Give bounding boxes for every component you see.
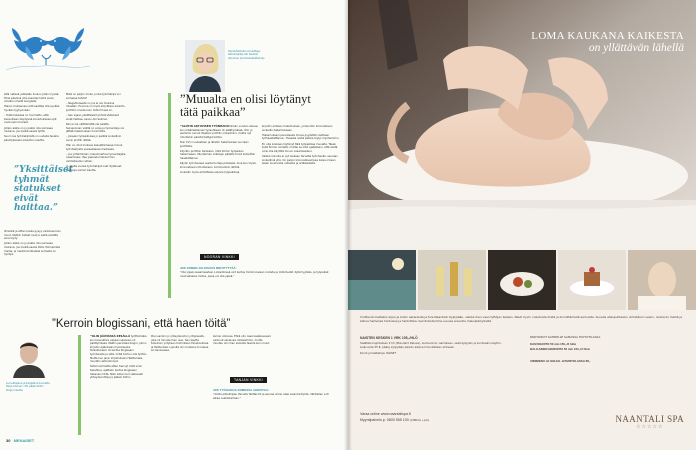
thumbnail-wellness: [628, 250, 696, 310]
paragraph: Hänen mukaansa netti saattaa olla syvälle hyvään tyytyvinään.: [4, 105, 60, 112]
paragraph: [180, 125, 260, 139]
offer-text: Sisältää majoituksen 2 hh (Standard Deluxe), kuohuviinin, aamiaisen, sekä kylpylän ja kuntosalin käytön. Lisävuode 55 €, pääsy kylpylään päivän aikana hinnoitellaan erikseen.: [360, 341, 502, 349]
thumbnail-dessert: [558, 250, 626, 310]
thumbnail-food: [488, 250, 556, 310]
paragraph-text: tämän vuoden alussa, kun määräaikainen työsuhteeni oli päättymässä. Olin jo aiemmin luonut itselleni profiilin LinkedIniin, mutta nyt rimoitukin päivitä tiettyjä kohtia.: [180, 125, 259, 139]
logo-text: NAANTALI SPA: [615, 414, 684, 424]
offer-row: BALILAINEN HIERONTA 50 min 164,-/2 hlöä: [530, 346, 590, 351]
article-headline: ”Kerroin blogissani, että haen töitä”: [52, 318, 231, 330]
paragraph: – Jos yrität tämän, haluat kertoa työnantajalle osaamisesi. Itse yleensä mieluummin valmistaudun siihen.: [66, 152, 126, 164]
paragraph: Kirjoitin profiiliin tarkkaan, mitä toimin työpaikan hakemiseen. Muutamien viikkojen päästä minut kutsuttiin haastatteluun.: [180, 149, 256, 160]
paragraph: Pian sainkin jo yhteydenoton yrityksestä, joka oli minulle ihan uusi. Sen kautta tutustuin yrityksen toimintaan Facebookissa ja Twitterissä. Lopulta olin mukana monessa eri kanavassa.: [151, 335, 209, 353]
contact-block: [360, 412, 530, 422]
tip-box: [213, 388, 331, 402]
phone-price: (1,59€/min + pvm): [409, 419, 430, 422]
photo-caption: Henkilöstöalan kouluttaja, tietokirjailija Aki Selman (Suomen työnhakuakatemia).: [228, 50, 266, 60]
tip-text: ”Ole ylpeä osaamisestasi. LinkedInissä voit kertoa mimmonaisen roolista ja mitä tiedät. Kyllä tyylikäs- ja työpaikat ovat sellaisia, tietoa, jossa voi olla ylpeä.”: [180, 271, 329, 278]
folio: [6, 438, 34, 443]
ad-title-line-2: on yllättävän lähellä: [588, 42, 684, 54]
paragraph: Peli ei ole välttämättä ole pelattu. Sukupolvien välillä on eroja ja työnantaja voi jättää hakemuksen huomiotta.: [66, 122, 125, 134]
ad-title: [484, 30, 684, 54]
paragraph: Jollain alalla on jo pakko olla somessa mukana, jos meillä saada töitä. Esimerkiksi media- ja markkinointialalla somesta on hyötyä.: [4, 242, 61, 257]
paragraph: Jo useita vuosia työnhakijat ovat löytäneet paikkoja somen kautta.: [66, 165, 122, 172]
paragraph: Suuri osa työntekijöistä on uudella tavalla päivityksissä LinkedInin kautta.: [4, 135, 59, 142]
offer-row: KASVOHOITO 50 min 150,-/2 hlöä: [530, 341, 576, 346]
story-column-3: [90, 335, 148, 381]
paragraph: että netissä ystävään kuuluu jotain hyvää. Tänä päivänä yhä useampi tutkii ensin omalla nimellä Googlella.: [4, 93, 60, 104]
article-column-2: [66, 93, 126, 174]
birds-illustration: [2, 20, 94, 92]
phone-number[interactable]: Myyntipalvelu p. 0600 555 100: [360, 418, 409, 422]
tip-box: [180, 266, 330, 280]
thumbnail-pool: [348, 250, 416, 310]
ad-title-line-1: LOMA KAUKANA KAIKESTA: [531, 30, 684, 42]
paragraph: Siitä huolimatta etten tiennyt mitä voisi tapahtua, ajattelin kertoa blogissani hakevani töitä. Näin siihen tuli valtavasti yhteydenottoja ja pääsin töihin.: [90, 365, 143, 380]
paragraph: Vaikka minulla ei nyt olekaan tarvetta työnhaulle, seuraan LinkedIniä yhä. On paljon kiinnostavampaa lukea omaan alaan kuuluvista uutisista ja artikkeleista.: [262, 154, 338, 166]
pull-quote: ”Yksittäiset tyhmät statukset eivät haittaa.”: [14, 165, 73, 213]
paragraph: [90, 335, 148, 364]
story-column-5: [213, 335, 273, 347]
paragraph: – Negatiivisesta on jos ei ole mukana missään. Huonoa on myös kirjoittaa LinkedIn-profiiliin muuta kuin mitä CV:ssä on.: [66, 101, 126, 112]
paragraph-text: työttömäksi, kun kaveriltani vapaan sijaisuus oli päättymässä. Päätin perustaa blogin, johon kirjoitin ajatuksiani työnhausta. Tarkoitukseni oli kertoa blogissani työnhausta ja siitä, miltä tuntuu olla työtön. Mutta kun jaoin kirjoituksiani Twitterissä, muutkin aktivoituivat.: [90, 335, 148, 364]
thumbnail-drinks: [418, 250, 486, 310]
paragraph: Tein CV:ni uudestaan ja lähetin hakemuksen suoraan profiilista.: [180, 140, 249, 148]
paragraph: Jollain alalla on jo pakko olla somessa mukana, jos meillä saada työtä.: [4, 126, 53, 134]
magazine-page-right-advertisement: [348, 0, 696, 450]
thumbnail-strip: [348, 250, 696, 310]
sales-phone: [360, 418, 530, 422]
tip-heading: JOS SOMEN JULKISUUS MIETITYTTÄÄ:: [180, 266, 237, 270]
headline-accent-bar: [168, 93, 171, 298]
paragraph: LinkedIn myös ehdottelee sopivia työpaikkoja.: [180, 170, 241, 174]
tip-heading: JOS TYÖHAKIJA SOMESSA AHDISTAA:: [213, 388, 270, 392]
paragraph: – Joissain työpaikoissa jo pelkkä LinkedInin avoin profiili riittää.: [66, 135, 122, 142]
paragraph: Mikä on paljon moka, jonka työnhakija voi somessa tehdä?: [66, 93, 121, 100]
tip-tag: TANJAN VINKKI: [230, 377, 267, 383]
paragraph: Käytin työnhaussa useita tunteja päivässä. Aina kun löysin kiinnostavan ilmoituksen, kommentoin lähtöä.: [180, 162, 257, 169]
offer-row: VIINIMENU LE SOLEIL -RAVINTOLASSA 68,-: [530, 358, 591, 363]
paragraph: kerran viikossa. Ehkä olin osaa kesäkuussani valinnut senaivaa rohkeammin, mutta muuten olin ihan samalla tasolla kuin muut.: [213, 335, 271, 346]
article-column-1-continued: [4, 230, 62, 258]
paragraph: – Sen sijaan yksittäiset tyhmät statukset eivät haittaa, sanoo Aki Selman.: [66, 114, 119, 121]
portrait-photo-man: [10, 336, 48, 378]
offer-heading: NAISTEN KESKEN 1 VRK 105,-/HLÖ: [360, 336, 418, 340]
tip-tag: NOORAN VINKKI: [200, 254, 239, 260]
spa-logo: [615, 414, 684, 430]
paragraph: – Tutkimuksissa on huomattu, että kaavoillaan käydyissä koulutuksissa opit ovat usein tuoreet.: [4, 114, 57, 125]
story-column-4: [151, 335, 209, 355]
photo-caption: Luovuttajana ja blogistina tunnettu Tanja Ahonen, 28, pääsi töihin blogin kautta.: [6, 382, 50, 392]
ad-intro: Irrottaudu hetkeksi arjen ja kodin askareista ja tule Naantalin Kylpylään, vaikka ihan vaan tyttöjen kesken. Nauti hyvin nukutusta diistä ja kiinnittämistä aamuista. Suvelia allaspuhtaisiin virkistäviin vesiin, rentoudu meillä ja kehoa hellivissä hoidoissa ja herkuttele ravintoloidemme suussa sulavilla makuelämyksillä.: [360, 315, 683, 323]
article-headline: ”Muualta en olisi löytänyt tätä paikkaa”: [180, 92, 311, 119]
article-column-1: [4, 93, 62, 144]
magazine-name: MENAISET: [13, 438, 35, 443]
paragraph: En olisi koskaan löytänyt tätä työpaikkaa muualta. Tässä kyllä firman nimeltä, muttei se ollut ajatelleeni, että sieltä voisi olla käyttöä minun osaamiselleni.: [262, 142, 338, 153]
paragraph: Hän on ollut mukana kasvattamassa monia työnhakijoita sosiaalisessa mediassa.: [66, 144, 123, 151]
lead-in: ”ALOTIN AKTIIVISEN TYÖNHAUN: [180, 124, 229, 128]
logo-stars: ☆☆☆☆☆: [636, 424, 664, 430]
booking-link[interactable]: Varaa online www.naantalispa.fi: [360, 412, 411, 416]
offer-heading: PARHOIDOT KAHDELLE SAMASSA HOITOTILASSA: [530, 335, 601, 339]
page-number: 30: [6, 438, 11, 443]
headline-accent-bar: [78, 335, 81, 435]
paragraph: Ilmeistä ja sitten koska pysyy verkossa kuin muut. Nettiin tulleet ovat jo siellä eivätkä aina löydy.: [4, 230, 61, 241]
offer-left: [360, 336, 510, 355]
story-column-1: [180, 125, 260, 176]
lead-in: ”OLIN JÄÄMÄSSÄ KESÄLLÄ: [90, 334, 131, 338]
page-gutter: [344, 0, 352, 450]
portrait-photo-woman: [185, 40, 225, 92]
paragraph: kirjoitin erillisen hakemuksen, jonka liitin kiinnostavan LinkedIn-hakemukseen.: [262, 125, 333, 132]
offer-fine-print: Koodi ja lisätietoja: NAISET: [360, 350, 397, 355]
story-column-2: [262, 125, 342, 167]
tip-text: ”Aloita pikkuhiljaa. Perusta Twitter-tili ja seuraa oman alasi asiantuntijoita. Vähitellen voit alkaa osallistumaan.”: [213, 393, 329, 400]
paragraph: Hakemukseni perusteella minua pyydettiin kahteen työhaastatteluun. Toisesta niistä pakkia löytyi myöhemmin.: [262, 133, 340, 141]
offer-right: [530, 336, 686, 363]
